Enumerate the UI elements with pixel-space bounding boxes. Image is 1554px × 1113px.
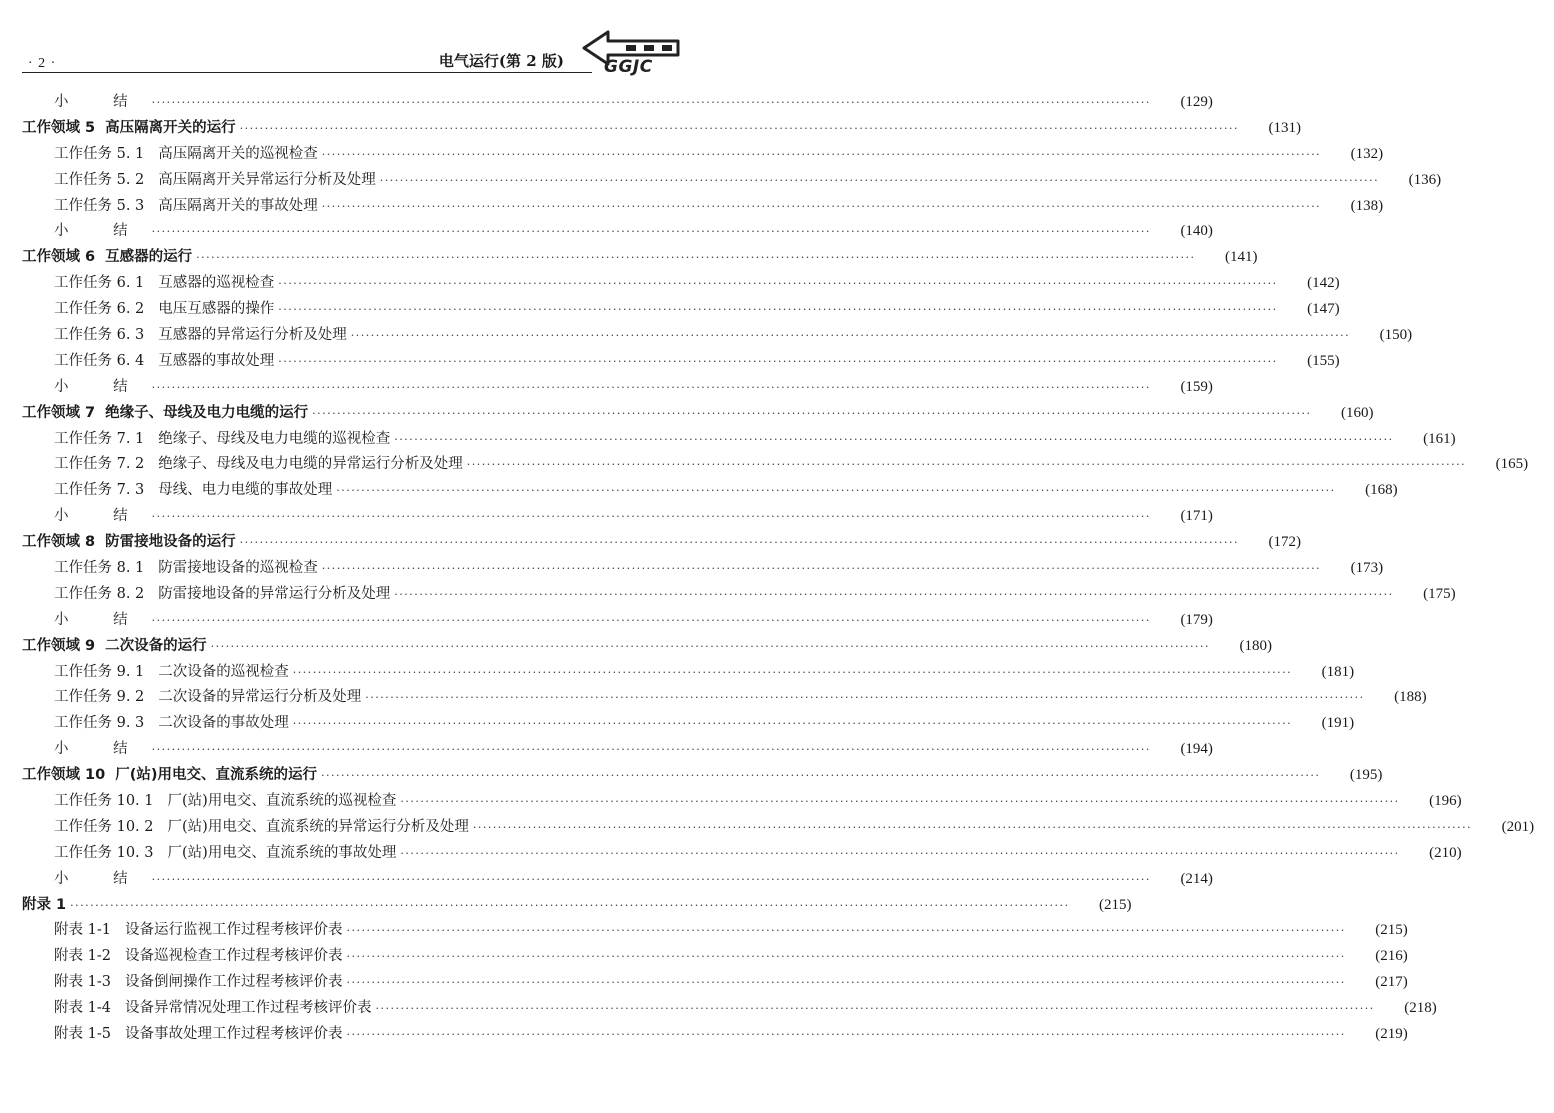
toc-entry-label: 小 结 [54,223,148,240]
toc-section-entry[interactable] [0,400,1374,426]
toc-entry-title: 设备运行监视工作过程考核评价表 [124,922,343,939]
toc-page-number: (159) [1180,378,1213,395]
toc-task-entry[interactable] [0,296,1340,322]
dot-leader: ········································································································································································································ [292,717,1293,731]
toc-page-number: (191) [1321,715,1355,732]
toc-entry-title: 厂(站)用电交、直流系统的事故处理 [167,844,397,861]
toc-task-entry[interactable] [0,840,1462,866]
toc-entry-label: 小 结 [54,741,148,758]
toc-page-number: (180) [1239,637,1272,654]
toc-section-entry[interactable] [0,892,1132,918]
toc-task-entry[interactable] [0,167,1442,193]
toc-entry-label: 附表 1-3 [54,974,111,991]
toc-entry-title: 设备事故处理工作过程考核评价表 [124,1026,343,1042]
toc-page-number: (138) [1350,197,1384,214]
toc-entry-label: 工作任务 9. 1 [54,663,145,680]
toc-page-number: (173) [1350,559,1384,576]
dot-leader: ········································································································································································································ [151,380,1151,394]
dot-leader: ········································································································································································································ [394,432,1394,446]
toc-entry-label: 附录 1 [22,896,67,913]
dot-leader: ········································································································································································································ [321,147,1322,161]
toc-entry-label: 工作领域 9 [22,637,96,654]
toc-section-entry[interactable] [0,244,1258,270]
toc-entry-label: 小 结 [54,378,148,395]
toc-entry-title: 互感器的异常运行分析及处理 [158,326,347,343]
toc-section-entry[interactable] [0,529,1301,555]
toc-entry-title: 二次设备的异常运行分析及处理 [158,689,362,706]
toc-summary-entry[interactable] [0,607,1213,633]
toc-entry-title: 高压隔离开关的巡视检查 [158,145,318,162]
toc-page-number: (142) [1307,275,1340,292]
toc-entry-title: 设备倒闸操作工作过程考核评价表 [124,974,343,991]
dot-leader: ········································································································································································································ [70,898,1070,912]
dot-leader: ········································································································································································································ [400,794,1400,808]
toc-page-number: (168) [1365,482,1398,499]
toc-entry-title: 互感器的事故处理 [158,352,275,369]
toc-entry-label: 工作任务 5. 2 [54,171,145,188]
toc-entry-title: 厂(站)用电交、直流系统的巡视检查 [167,792,397,809]
toc-entry-title: 厂(站)用电交、直流系统的异常运行分析及处理 [167,818,469,835]
logo-text: GGJC [604,57,653,77]
toc-task-entry[interactable] [0,918,1408,944]
toc-summary-entry[interactable] [0,736,1213,762]
toc-section-entry[interactable] [0,633,1272,659]
dot-leader: ········································································································································································································ [151,510,1151,524]
toc-page-number: (216) [1375,948,1408,965]
toc-page-number: (188) [1394,689,1427,706]
toc-page-number: (219) [1375,1026,1408,1042]
dot-leader: ········································································································································································································ [365,691,1365,705]
page-number: · 2 · [28,56,57,71]
toc-page-number: (140) [1180,223,1213,240]
toc-entry-label: 工作任务 6. 2 [54,301,145,318]
toc-page-number: (129) [1180,93,1213,110]
toc-summary-entry[interactable] [0,218,1213,244]
toc-task-entry[interactable] [0,477,1398,503]
toc-entry-title: 二次设备的事故处理 [158,715,289,732]
toc-entry-label: 小 结 [54,508,148,525]
toc-entry-label: 附表 1-5 [54,1026,111,1042]
dot-leader: ········································································································································································································ [151,225,1151,239]
toc-entry-title: 绝缘子、母线及电力电缆的巡视检查 [158,430,391,447]
toc-entry-label: 工作任务 9. 2 [54,689,145,706]
toc-entry-title: 高压隔离开关异常运行分析及处理 [158,171,376,188]
toc-task-entry[interactable] [0,270,1340,296]
toc-task-entry[interactable] [0,1021,1408,1047]
toc-entry-label: 工作任务 8. 1 [54,559,145,576]
dot-leader: ········································································································································································································ [321,769,1321,783]
toc-entry-label: 工作任务 6. 4 [54,352,145,369]
toc-entry-label: 小 结 [54,611,148,628]
toc-entry-title: 电压互感器的操作 [158,301,275,318]
toc-entry-title: 绝缘子、母线及电力电缆的异常运行分析及处理 [158,456,463,473]
dot-leader: ········································································································································································································ [151,872,1151,886]
toc-task-entry[interactable] [0,451,1529,477]
dot-leader: ········································································································································································································ [239,121,1239,135]
dot-leader: ········································································································································································································ [466,458,1467,472]
toc-entry-label: 工作任务 10. 1 [54,792,154,809]
toc-task-entry[interactable] [0,788,1462,814]
dot-leader: ········································································································································································································ [321,561,1322,575]
table-of-contents [0,89,1535,1047]
toc-entry-label: 工作任务 10. 2 [54,818,154,835]
toc-entry-title: 高压隔离开关的事故处理 [158,197,318,214]
toc-section-entry[interactable] [0,115,1301,141]
dot-leader: ········································································································································································································ [379,173,1380,187]
toc-page-number: (195) [1349,767,1383,784]
toc-entry-label: 工作领域 8 [22,534,96,551]
toc-task-entry[interactable] [0,555,1384,581]
toc-page-number: (131) [1268,119,1301,136]
toc-entry-label: 附表 1-4 [54,1000,111,1017]
toc-entry-label: 工作任务 5. 3 [54,197,145,214]
toc-page-number: (175) [1423,585,1456,602]
toc-task-entry[interactable] [0,193,1384,219]
toc-task-entry[interactable] [0,426,1456,452]
dot-leader: ········································································································································································································ [321,199,1322,213]
toc-summary-entry[interactable] [0,503,1213,529]
toc-entry-label: 工作领域 7 [22,404,96,421]
toc-entry-label: 工作任务 9. 3 [54,715,145,732]
toc-entry-title: 二次设备的运行 [105,637,207,654]
dot-leader: ········································································································································································································ [151,95,1151,109]
toc-page-number: (141) [1224,249,1258,266]
dot-leader: ········································································································································································································ [472,820,1473,834]
toc-task-entry[interactable] [0,348,1340,374]
toc-page-number: (165) [1495,456,1529,473]
toc-entry-label: 工作任务 6. 3 [54,326,145,343]
toc-page-number: (160) [1340,404,1374,421]
toc-task-entry[interactable] [0,814,1535,840]
toc-task-entry[interactable] [0,995,1437,1021]
dot-leader: ········································································································································································································ [394,587,1394,601]
dot-leader: ········································································································································································································ [400,846,1400,860]
dot-leader: ········································································································································································································ [346,950,1346,964]
toc-page-number: (132) [1350,145,1384,162]
toc-entry-label: 工作领域 5 [22,119,96,136]
toc-entry-label: 小 结 [54,870,148,887]
toc-page-number: (161) [1423,430,1456,447]
dot-leader: ········································································································································································································ [196,251,1196,265]
toc-page-number: (218) [1404,1000,1437,1017]
dot-leader: ········································································································································································································ [312,406,1312,420]
toc-entry-label: 工作领域 6 [22,249,96,266]
toc-entry-title: 设备异常情况处理工作过程考核评价表 [124,1000,372,1017]
dot-leader: ········································································································································································································ [346,1028,1346,1041]
header-rule [22,72,592,73]
toc-entry-title: 互感器的运行 [105,249,193,266]
toc-entry-title: 绝缘子、母线及电力电缆的运行 [105,404,309,421]
toc-page-number: (214) [1180,870,1213,887]
toc-entry-title: 防雷接地设备的运行 [105,534,236,551]
toc-page-number: (196) [1429,792,1462,809]
dot-leader: ········································································································································································································ [336,484,1336,498]
dot-leader: ········································································································································································································ [350,328,1351,342]
toc-task-entry[interactable] [0,969,1408,995]
toc-entry-title: 防雷接地设备的巡视检查 [158,559,318,576]
dot-leader: ········································································································································································································ [375,1002,1375,1016]
toc-entry-label: 工作任务 8. 2 [54,585,145,602]
toc-task-entry[interactable] [0,322,1413,348]
toc-summary-entry[interactable] [0,89,1213,115]
toc-page-number: (215) [1375,922,1408,939]
toc-task-entry[interactable] [0,710,1355,736]
toc-page-number: (217) [1375,974,1408,991]
toc-entry-title: 二次设备的巡视检查 [158,663,289,680]
toc-entry-label: 工作任务 7. 2 [54,456,145,473]
toc-task-entry[interactable] [0,141,1384,167]
dot-leader: ········································································································································································································ [151,743,1151,757]
toc-entry-label: 工作任务 7. 1 [54,430,145,447]
toc-entry-title: 防雷接地设备的异常运行分析及处理 [158,585,391,602]
book-title: 电气运行(第 2 版) [438,52,564,70]
toc-summary-entry[interactable] [0,866,1213,892]
toc-entry-label: 工作任务 7. 3 [54,482,145,499]
toc-page-number: (155) [1307,352,1340,369]
dot-leader: ········································································································································································································ [278,303,1278,317]
page-header [0,0,692,90]
toc-task-entry[interactable] [0,659,1355,685]
toc-entry-title: 高压隔离开关的运行 [105,119,236,136]
toc-entry-label: 附表 1-1 [54,922,111,939]
toc-entry-title: 互感器的巡视检查 [158,275,275,292]
toc-entry-label: 工作任务 10. 3 [54,844,154,861]
dot-leader: ········································································································································································································ [151,613,1151,627]
toc-entry-label: 工作任务 5. 1 [54,145,145,162]
dot-leader: ········································································································································································································ [278,277,1278,291]
toc-page-number: (147) [1307,301,1340,318]
toc-page-number: (171) [1180,508,1213,525]
toc-entry-title: 厂(站)用电交、直流系统的运行 [115,767,317,784]
toc-entry-title: 设备巡视检查工作过程考核评价表 [124,948,343,965]
toc-entry-title: 母线、电力电缆的事故处理 [158,482,333,499]
toc-entry-label: 工作领域 10 [22,767,106,784]
toc-page-number: (181) [1321,663,1355,680]
toc-page-number: (179) [1180,611,1213,628]
dot-leader: ········································································································································································································ [278,354,1278,368]
toc-task-entry[interactable] [0,943,1408,969]
toc-page-number: (150) [1379,326,1413,343]
toc-page-number: (215) [1098,896,1132,913]
toc-summary-entry[interactable] [0,374,1213,400]
dot-leader: ········································································································································································································ [210,639,1210,653]
toc-task-entry[interactable] [0,581,1456,607]
toc-page-number: (201) [1501,818,1535,835]
toc-task-entry[interactable] [0,684,1427,710]
dot-leader: ········································································································································································································ [346,976,1346,990]
toc-page-number: (210) [1429,844,1462,861]
toc-entry-label: 工作任务 6. 1 [54,275,145,292]
toc-page-number: (136) [1408,171,1442,188]
toc-page-number: (172) [1268,534,1301,551]
toc-page-number: (194) [1180,741,1213,758]
dot-leader: ········································································································································································································ [239,536,1239,550]
dot-leader: ········································································································································································································ [346,924,1346,938]
toc-section-entry[interactable] [0,762,1383,788]
toc-entry-label: 小 结 [54,93,148,110]
toc-entry-label: 附表 1-2 [54,948,111,965]
dot-leader: ········································································································································································································ [292,665,1293,679]
